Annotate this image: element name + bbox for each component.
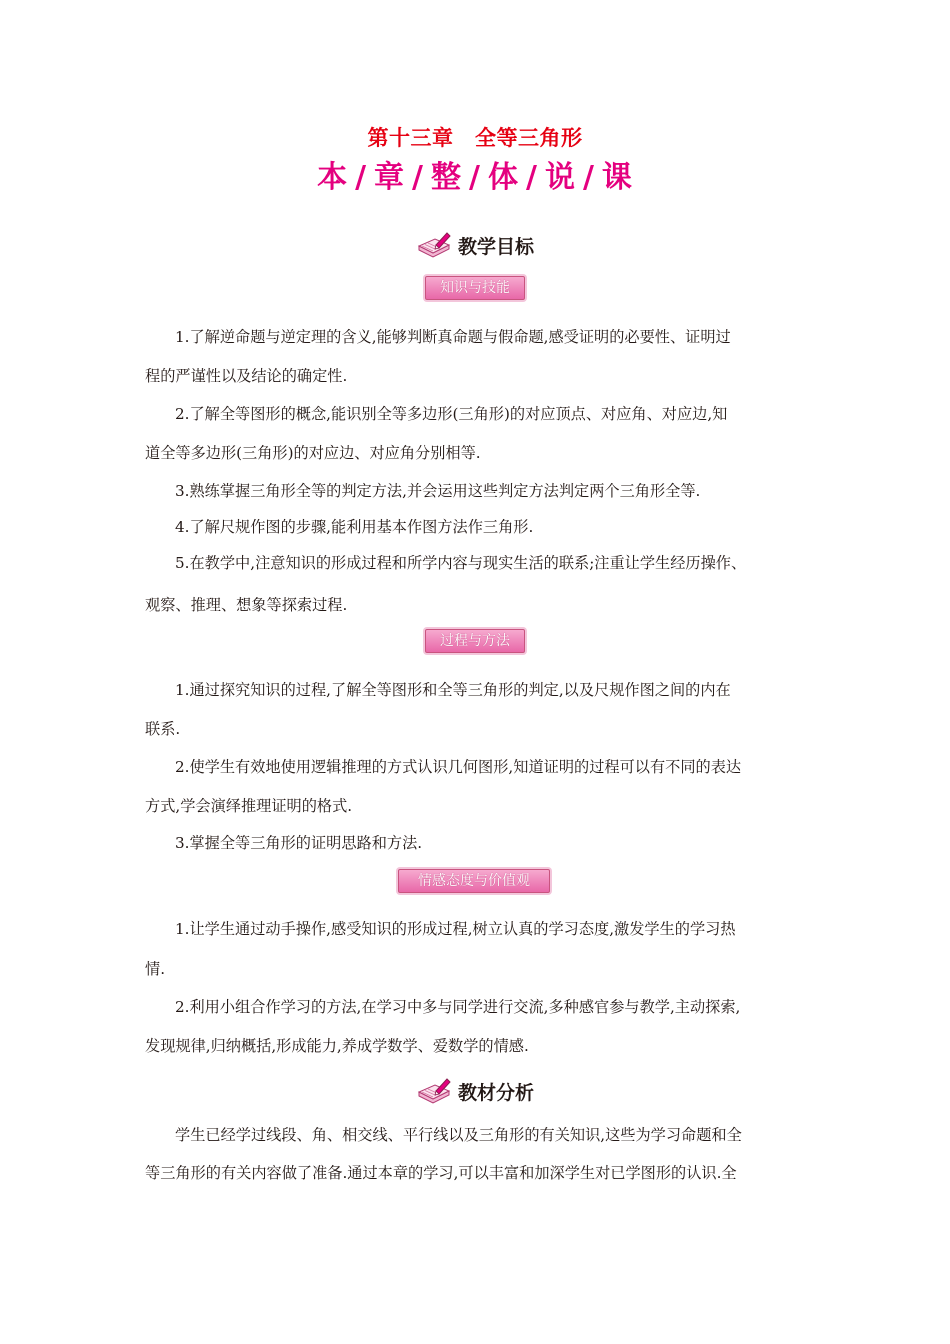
section-heading-goals [0, 228, 950, 262]
lesson-banner [0, 152, 950, 196]
banner-separator: / [582, 160, 595, 195]
paragraph-line: 联系. [145, 720, 181, 738]
paragraph-line: 3.掌握全等三角形的证明思路和方法. [175, 834, 423, 852]
book-pen-icon [416, 230, 452, 260]
paragraph-line: 1.让学生通过动手操作,感受知识的形成过程,树立认真的学习态度,激发学生的学习热 [175, 920, 736, 938]
paragraph-line: 方式,学会演绎推理证明的格式. [145, 797, 353, 815]
banner-separator: / [355, 160, 368, 195]
paragraph-line: 1.了解逆命题与逆定理的含义,能够判断真命题与假命题,感受证明的必要性、证明过 [175, 328, 731, 346]
paragraph-line: 发现规律,归纳概括,形成能力,养成学数学、爱数学的情感. [145, 1037, 529, 1055]
paragraph-line: 2.使学生有效地使用逻辑推理的方式认识几何图形,知道证明的过程可以有不同的表达 [175, 758, 742, 776]
banner-separator: / [469, 160, 481, 195]
chapter-title: 第十三章 全等三角形 [367, 126, 583, 150]
banner-char: 本 [317, 160, 349, 195]
paragraph-line: 情. [145, 960, 166, 978]
book-pen-icon [416, 1076, 452, 1106]
banner-char: 课 [601, 160, 633, 195]
paragraph-line: 道全等多边形(三角形)的对应边、对应角分别相等. [145, 444, 481, 462]
tag-process-method: 过程与方法 [425, 629, 525, 653]
section-heading-analysis [0, 1074, 950, 1108]
banner-char: 体 [487, 160, 519, 195]
tag-emotion-values: 情感态度与价值观 [398, 869, 550, 893]
banner-char: 整 [431, 160, 463, 195]
paragraph-line: 等三角形的有关内容做了准备.通过本章的学习,可以丰富和加深学生对已学图形的认识.全 [145, 1164, 737, 1182]
section-title: 教材分析 [457, 1081, 534, 1104]
paragraph-line: 2.了解全等图形的概念,能识别全等多边形(三角形)的对应顶点、对应角、对应边,知 [175, 405, 728, 423]
paragraph-line: 4.了解尺规作图的步骤,能利用基本作图方法作三角形. [175, 518, 534, 536]
banner-char: 说 [544, 160, 576, 195]
paragraph-line: 2.利用小组合作学习的方法,在学习中多与同学进行交流,多种感官参与教学,主动探索, [175, 998, 741, 1016]
paragraph-line: 程的严谨性以及结论的确定性. [145, 367, 348, 385]
section-title: 教学目标 [457, 235, 534, 258]
paragraph-line: 5.在教学中,注意知识的形成过程和所学内容与现实生活的联系;注重让学生经历操作、 [175, 554, 747, 572]
tag-knowledge-skills: 知识与技能 [425, 276, 525, 300]
paragraph-line: 学生已经学过线段、角、相交线、平行线以及三角形的有关知识,这些为学习命题和全 [175, 1126, 742, 1144]
banner-separator: / [412, 160, 425, 195]
paragraph-line: 3.熟练掌握三角形全等的判定方法,并会运用这些判定方法判定两个三角形全等. [175, 482, 701, 500]
paragraph-line: 观察、推理、想象等探索过程. [145, 596, 348, 614]
banner-separator: / [525, 160, 538, 195]
paragraph-line: 1.通过探究知识的过程,了解全等图形和全等三角形的判定,以及尺规作图之间的内在 [175, 681, 731, 699]
banner-char: 章 [374, 160, 406, 195]
